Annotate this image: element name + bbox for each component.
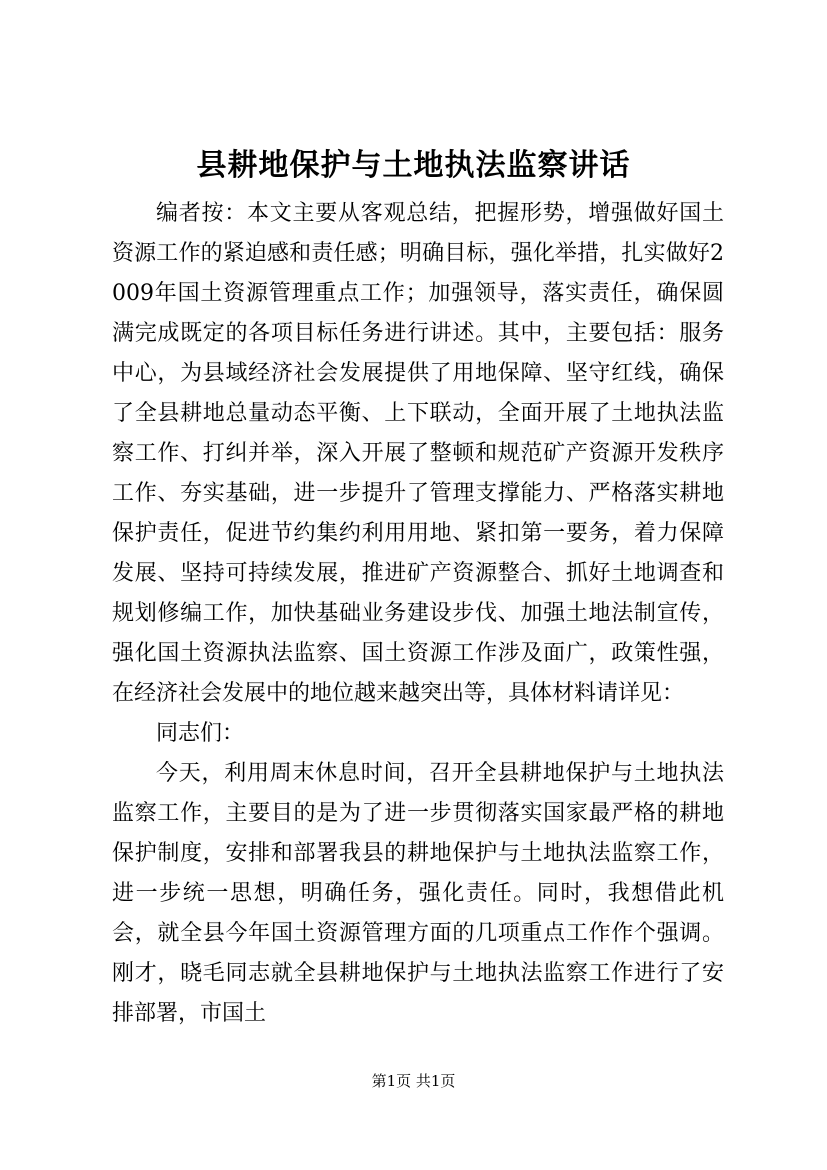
document-body (112, 194, 724, 1034)
page-number-footer: 第1页 共1页 (371, 1072, 456, 1090)
editor-note-paragraph: 编者按：本文主要从客观总结，把握形势，增强做好国土资源工作的紧迫感和责任感；明确目标，强化举措，扎实做好2009年国土资源管理重点工作；加强领导，落实责任，确保圆满完成既定的各项目标任务进行讲述。其中，主要包括：服务中心，为县域经济社会发展提供了用地保障、坚守红线，确保了全县耕地总量动态平衡、上下联动，全面开展了土地执法监察工作、打纠并举，深入开展了整顿和规范矿产资源开发秩序工作、夯实基础，进一步提升了管理支撑能力、严格落实耕地保护责任，促进节约集约利用用地、紧扣第一要务，着力保障发展、坚持可持续发展，推进矿产资源整合、抓好土地调查和规划修编工作，加快基础业务建设步伐、加强土地法制宣传，强化国土资源执法监察、国土资源工作涉及面广，政策性强，在经济社会发展中的地位越来越突出等，具体材料请详见： (112, 201, 724, 706)
salutation-paragraph: 同志们： (156, 721, 245, 746)
document-title: 县耕地保护与土地执法监察讲话 (196, 148, 631, 183)
speech-paragraph: 今天，利用周末休息时间，召开全县耕地保护与土地执法监察工作，主要目的是为了进一步贯彻落实国家最严格的耕地保护制度，安排和部署我县的耕地保护与土地执法监察工作，进一步统一思想，明确任务，强化责任。同时，我想借此机会，就全县今年国土资源管理方面的几项重点工作作个强调。刚才，晓毛同志就全县耕地保护与土地执法监察工作进行了安排部署，市国土 (112, 761, 724, 1026)
